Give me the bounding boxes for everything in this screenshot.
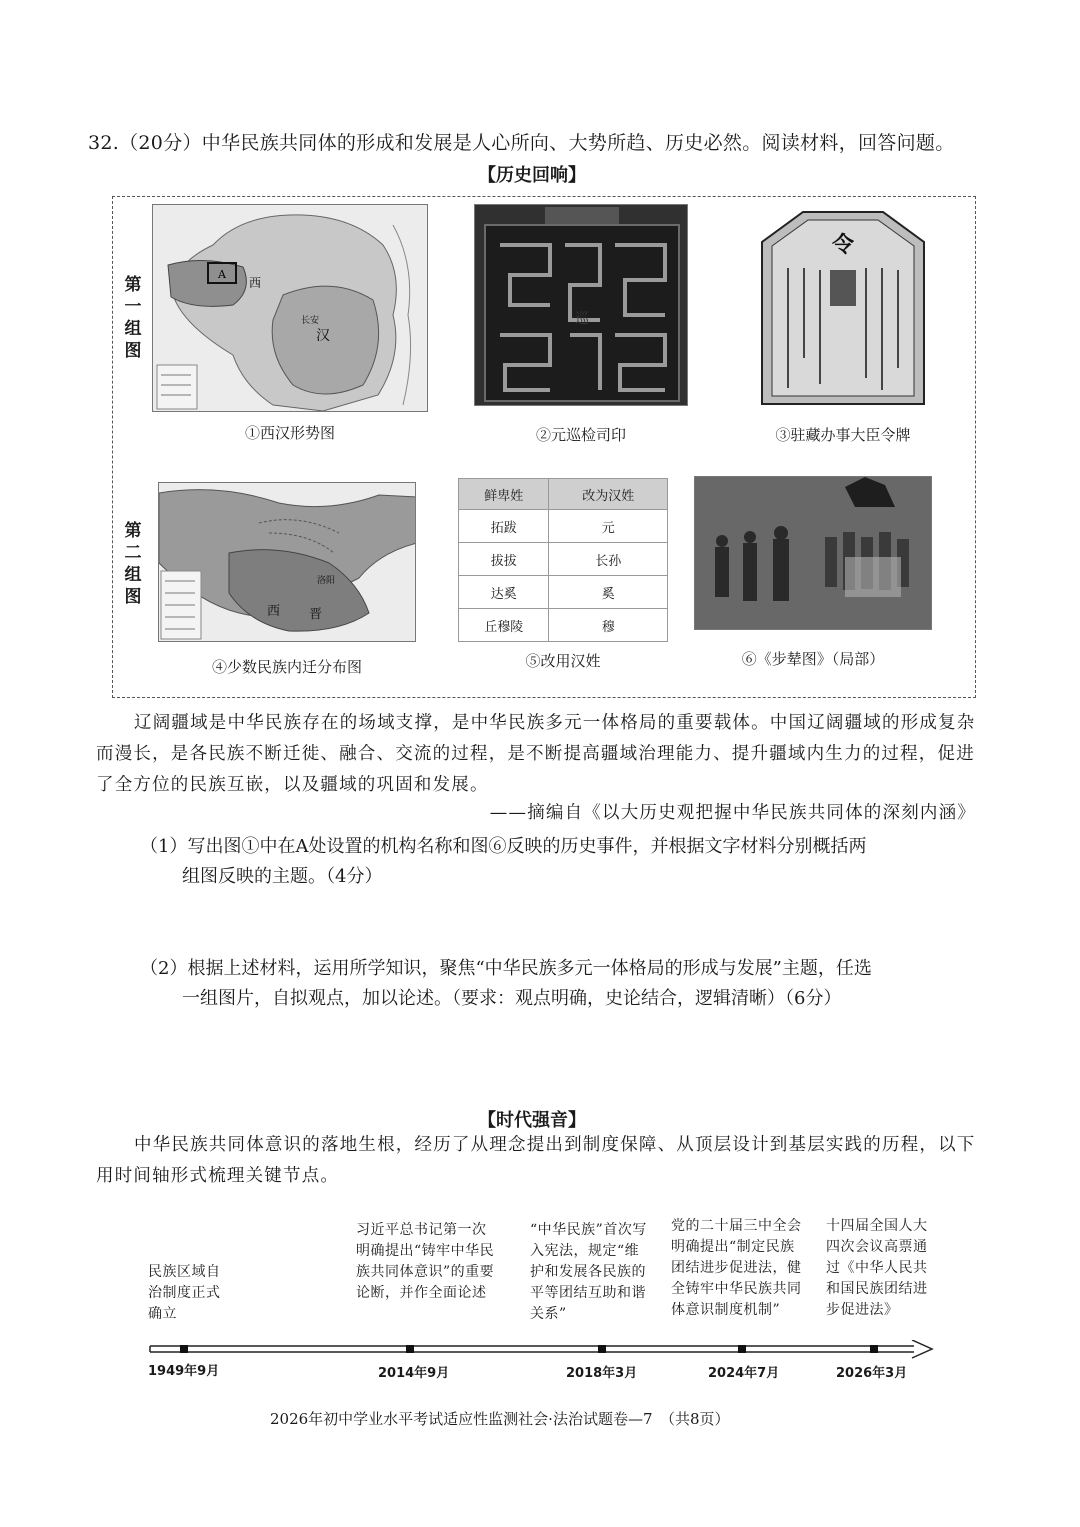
question-2-line-2: 一组图片，自拟观点，加以论述。（要求：观点明确，史论结合，逻辑清晰）（6分）: [182, 988, 842, 1009]
question-header: 32.（20分）中华民族共同体的形成和发展是人心所向、大势所趋、历史必然。阅读材料，回答问题。: [88, 132, 955, 154]
table-row: [459, 510, 668, 543]
table-cell: 丘穆陵: [459, 609, 549, 642]
bunian-painting: [694, 476, 932, 630]
timeline-date-2018: 2018年3月: [566, 1366, 638, 1381]
caption-img1: ①西汉形势图: [244, 424, 335, 442]
migration-map: [158, 482, 416, 642]
token-illustration: [758, 208, 928, 408]
migration-map-illustration: [159, 483, 416, 642]
painting-illustration: [695, 477, 932, 630]
yuan-seal-photo: [474, 204, 688, 406]
surname-table-wrap: [458, 478, 668, 642]
table-cell: 元: [549, 510, 668, 543]
timeline-event-2024: 党的二十届三中全会明确提出“制定民族团结进步促进法，健全铸牢中华民族共同体意识制度机制”: [671, 1218, 802, 1318]
table-cell: 长孙: [549, 543, 668, 576]
timeline-arrow: [148, 1340, 934, 1362]
question-2: [140, 954, 872, 1014]
seal-illustration: [475, 205, 688, 406]
timeline-axis: [148, 1340, 934, 1362]
table-cell: 拓跋: [459, 510, 549, 543]
question-1-line-1: （1）写出图①中在A处设置的机构名称和图⑥反映的历史事件，并根据文字材料分别概括两: [140, 836, 867, 857]
caption-img3: ③驻藏办事大臣令牌: [775, 426, 911, 444]
map-label-changan: 长安: [301, 316, 320, 326]
timeline-date-2026: 2026年3月: [836, 1366, 908, 1381]
question-1: [140, 832, 866, 892]
material-source: ——摘编自《以大历史观把握中华民族共同体的深刻内涵》: [489, 803, 976, 823]
question-2-line-1: （2）根据上述材料，运用所学知识，聚焦“中华民族多元一体格局的形成与发展”主题，任选: [140, 958, 872, 979]
ambassador-token-photo: [758, 208, 928, 408]
question-1-line-2: 组图反映的主题。（4分）: [182, 866, 383, 887]
page-footer: 2026年初中学业水平考试适应性监测社会·法治试题卷—7 （共8页）: [270, 1410, 730, 1428]
timeline-event-2014: 习近平总书记第一次明确提出“铸牢中华民族共同体意识”的重要论断，并作全面论述: [356, 1222, 495, 1301]
timeline-event-1949: 民族区域自治制度正式确立: [148, 1264, 221, 1322]
map-label-han: 汉: [316, 328, 330, 344]
section-title-era: 【时代强音】: [478, 1110, 586, 1131]
era-paragraph: 中华民族共同体意识的落地生根，经历了从理念提出到制度保障、从顶层设计到基层实践的历程，以下用时间轴形式梳理关键节点。: [96, 1135, 976, 1186]
table-header: 改为汉姓: [549, 479, 668, 510]
table-cell: 拔拔: [459, 543, 549, 576]
caption-img5: ⑤改用汉姓: [525, 652, 601, 670]
surname-table: [458, 478, 668, 642]
map-illustration: [153, 205, 428, 412]
timeline-date-2024: 2024年7月: [708, 1366, 780, 1381]
timeline-date-2014: 2014年9月: [378, 1366, 450, 1381]
table-header-row: [459, 479, 668, 510]
token-title: 令: [831, 232, 855, 258]
caption-img4: ④少数民族内迁分布图: [211, 658, 362, 676]
table-row: [459, 576, 668, 609]
table-cell: 奚: [549, 576, 668, 609]
seal-glyph: 巡: [575, 311, 589, 327]
map-label-a: A: [218, 268, 226, 281]
timeline-event-2018: “中华民族”首次写入宪法，规定“维护和发展各民族的平等团结互助和谐关系”: [530, 1222, 647, 1322]
caption-img2: ②元巡检司印: [535, 426, 626, 444]
table-row: [459, 543, 668, 576]
table-row: [459, 609, 668, 642]
table-cell: 穆: [549, 609, 668, 642]
caption-img6: ⑥《步辇图》（局部）: [741, 650, 885, 668]
map4-label-west: 西: [267, 604, 281, 619]
map-label-west: 西: [249, 276, 262, 290]
group2-label: 第 二 组 图: [124, 521, 142, 607]
timeline-event-2026: 十四届全国人大四次会议高票通过《中华人民共和国民族团结进步促进法》: [826, 1218, 928, 1318]
western-han-map: [152, 204, 428, 412]
table-header: 鲜卑姓: [459, 479, 549, 510]
material-paragraph: 辽阔疆域是中华民族存在的场域支撑，是中华民族多元一体格局的重要载体。中国辽阔疆域的形成复杂而漫长，是各民族不断迁徙、融合、交流的过程，是不断提高疆域治理能力、提升疆域内生力的过程，促进了全方位的民族互嵌，以及疆域的巩固和发展。: [96, 713, 976, 795]
group1-label: 第 一 组 图: [124, 275, 142, 361]
table-cell: 达奚: [459, 576, 549, 609]
section-title-history: 【历史回响】: [478, 165, 586, 186]
timeline-date-1949: 1949年9月: [148, 1364, 220, 1379]
map4-label-jin: 晋: [309, 607, 323, 622]
map4-label-luoyang: 洛阳: [317, 576, 336, 586]
